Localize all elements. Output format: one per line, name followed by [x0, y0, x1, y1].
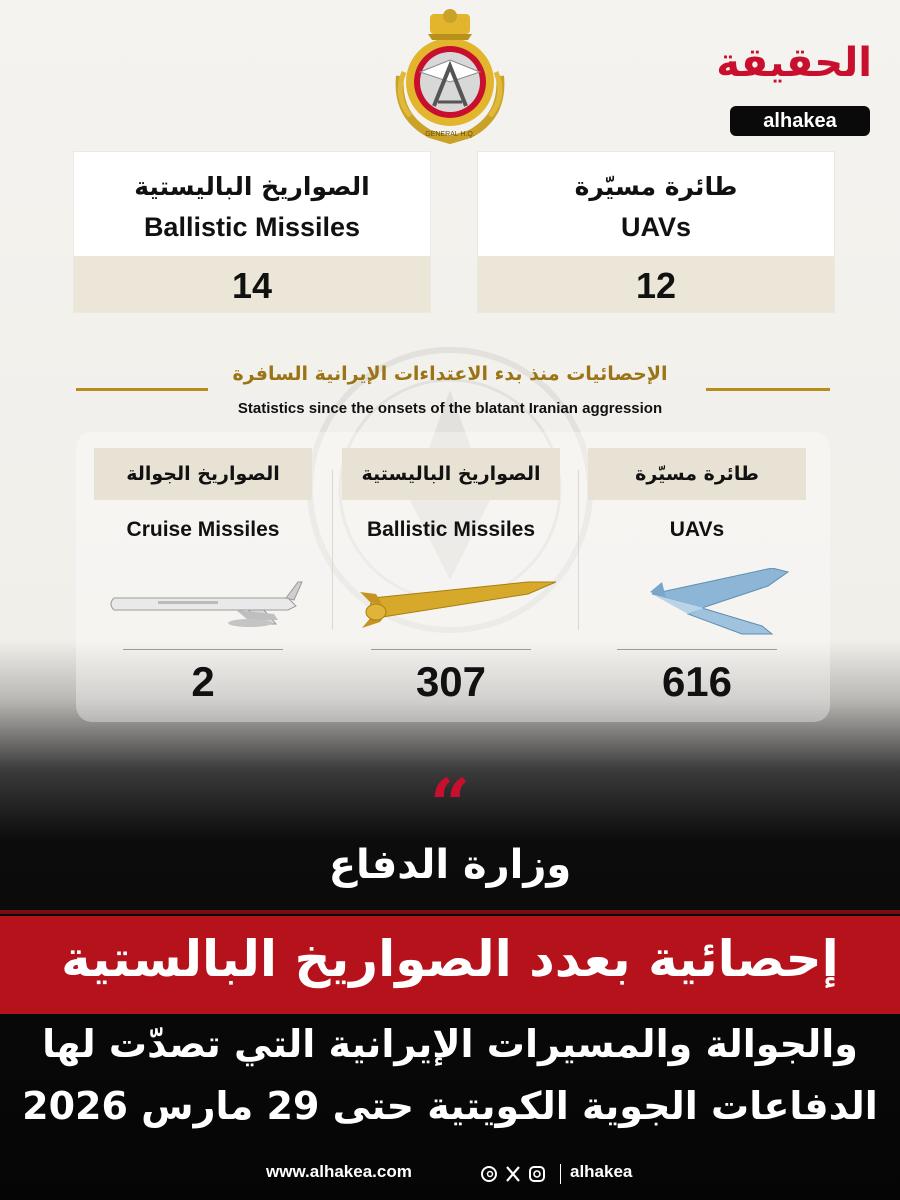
social-handle[interactable]: alhakea: [570, 1162, 633, 1181]
total-ballistic-ar: الصواريخ الباليستية: [342, 448, 560, 500]
today-uav-value: 12: [478, 256, 834, 312]
total-uav-en: UAVs: [669, 518, 725, 541]
today-ballistic-card: [74, 152, 430, 312]
cruise-missile-icon: [98, 568, 308, 638]
section-title-ar: الإحصائيات منذ بدء الاعتداءات الإيرانية السافرة: [232, 363, 668, 385]
column-divider: [578, 470, 579, 630]
brand-arabic-logo: الحقيقة: [716, 40, 872, 86]
footer-separator: [560, 1164, 561, 1184]
total-cruise-value: 2: [191, 658, 215, 705]
total-cruise-en: Cruise Missiles: [126, 518, 280, 541]
emblem-caption: GENERAL H.Q.: [425, 131, 475, 138]
column-divider: [332, 470, 333, 630]
section-title-en: Statistics since the onsets of the blatant Iranian aggression: [237, 400, 663, 417]
total-uav-column: [582, 438, 812, 728]
kuwait-army-emblem: [390, 6, 510, 146]
total-uav-ar: طائرة مسيّرة: [588, 448, 806, 500]
total-ballistic-en: Ballistic Missiles: [366, 518, 536, 541]
total-uav-value: 616: [661, 658, 733, 705]
total-ballistic-value: 307: [415, 658, 487, 705]
total-ballistic-rule: [371, 649, 531, 650]
brand-logo: [716, 28, 872, 136]
instagram-icon[interactable]: [530, 1167, 544, 1181]
headline-line-1: إحصائية بعدد الصواريخ البالستية: [61, 930, 839, 988]
today-ballistic-value: 14: [74, 256, 430, 312]
website-link[interactable]: www.alhakea.com: [266, 1162, 412, 1181]
footer: [0, 1158, 900, 1190]
section-rule-right: [706, 388, 830, 391]
total-uav-rule: [617, 649, 777, 650]
x-icon[interactable]: [507, 1167, 519, 1181]
today-uav-en: UAVs: [620, 212, 692, 242]
quote-mark: “: [429, 763, 471, 846]
source-ministry: وزارة الدفاع: [328, 842, 572, 888]
today-ballistic-en: Ballistic Missiles: [143, 212, 361, 242]
total-cruise-rule: [123, 649, 283, 650]
threads-icon[interactable]: [482, 1167, 496, 1181]
total-cruise-ar: الصواريخ الجوالة: [94, 448, 312, 500]
today-uav-card: [478, 152, 834, 312]
total-ballistic-column: [336, 438, 566, 728]
today-uav-ar: طائرة مسيّرة: [574, 172, 738, 201]
ballistic-missile-icon: [346, 568, 556, 638]
headline-band-edge: [0, 910, 900, 914]
headline-line-2: والجوالة والمسيرات الإيرانية التي تصدّت لها: [42, 1022, 858, 1066]
section-rule-left: [76, 388, 208, 391]
today-ballistic-ar: الصواريخ الباليستية: [134, 172, 370, 201]
total-cruise-column: [88, 438, 318, 728]
headline-line-3: الدفاعات الجوية الكويتية حتى 29 مارس 2026: [22, 1084, 878, 1128]
social-icons: [480, 1163, 550, 1185]
brand-latin-label: alhakea: [730, 106, 870, 136]
drone-icon: [592, 568, 802, 638]
